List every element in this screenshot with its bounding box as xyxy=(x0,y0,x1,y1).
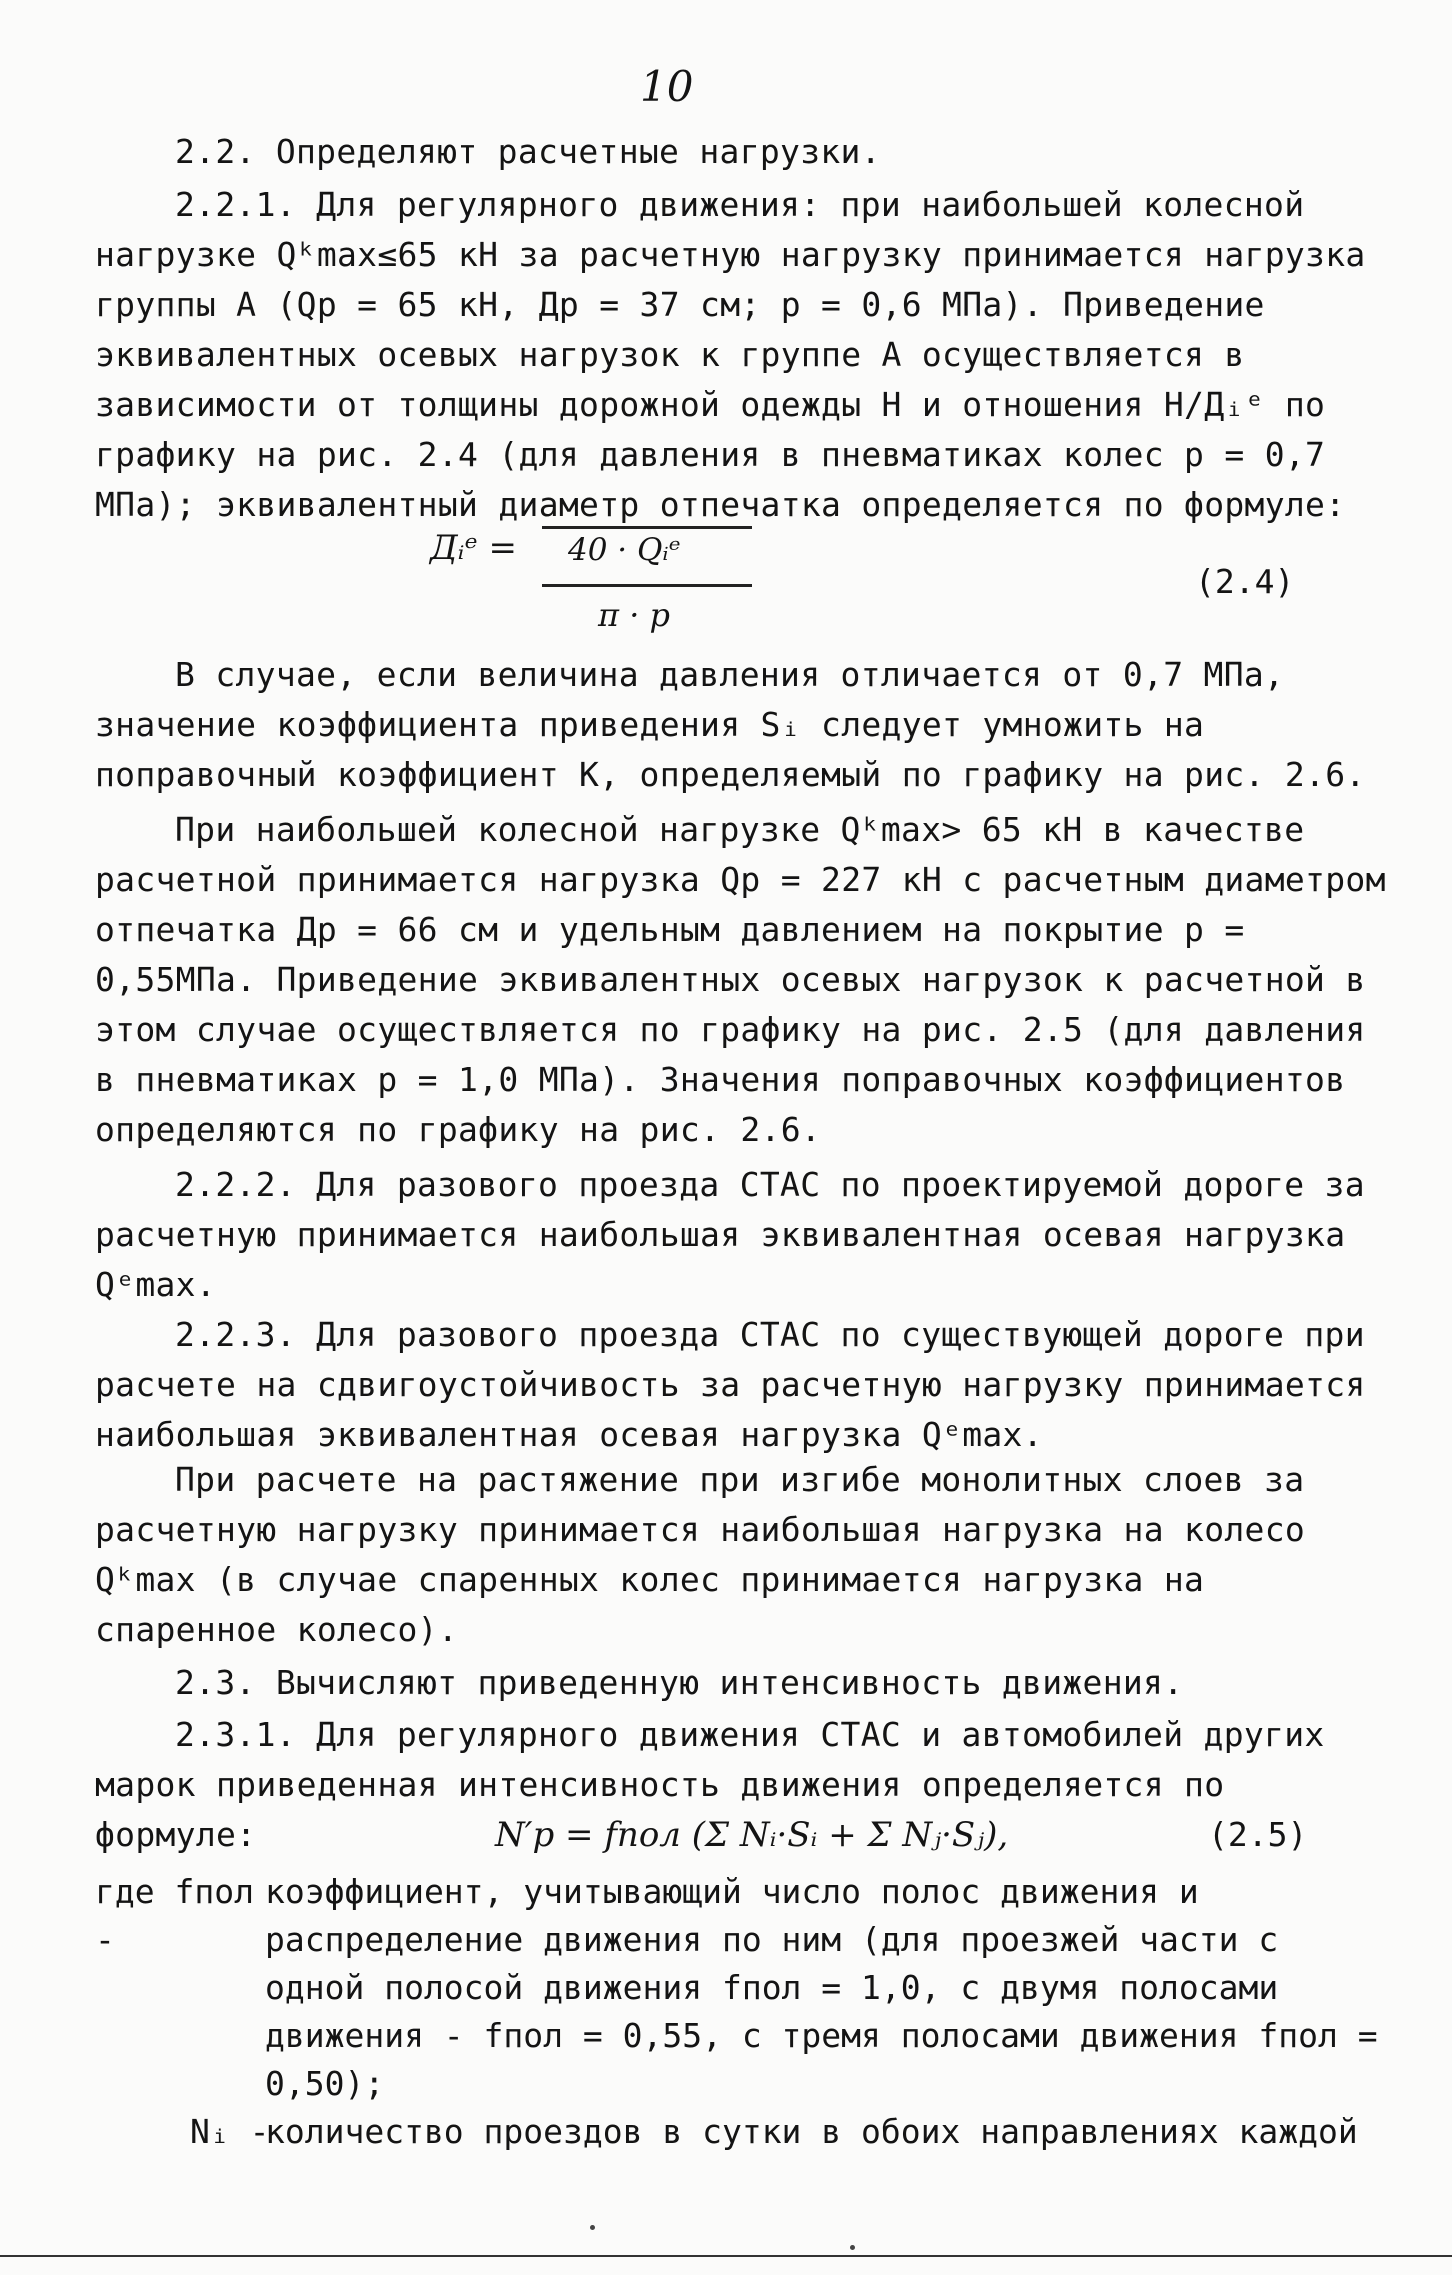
definition-item xyxy=(95,2108,1395,2156)
definition-term: Nᵢ - xyxy=(190,2112,270,2151)
fraction-bar xyxy=(542,584,752,587)
scan-edge-line xyxy=(0,2255,1452,2257)
section-heading-2-3: 2.3. Вычисляют приведенную интенсивность движения. xyxy=(175,1663,1184,1702)
definitions-list xyxy=(95,1868,1395,2156)
paragraph-2-3-1: 2.3.1. Для регулярного движения СТАС и автомобилей других марок приведенная интенсивность движения определяется по формуле: xyxy=(95,1715,1325,1854)
paragraph-2-2-2: 2.2.2. Для разового проезда СТАС по проектируемой дороге за расчетную принимается наибольшая эквивалентная осевая нагрузка Qᵉmax. xyxy=(95,1165,1365,1304)
definition-item xyxy=(95,1868,1395,2108)
page-number: 10 xyxy=(640,62,694,111)
scan-speck xyxy=(850,2245,855,2250)
formula-2-4-denominator: π · p xyxy=(598,596,671,634)
definition-term: где fпол - xyxy=(95,1872,254,1959)
equation-number-2-4: (2.4) xyxy=(1195,562,1295,601)
paragraph-heavy-load: При наибольшей колесной нагрузке Qᵏmax> 65 кН в качестве расчетной принимается нагрузка Qр = 227 кН с расчетным диаметром отпечатка Др = 66 см и удельным давлением на покрытие р = 0,55МПа. Приведение эквивалентных осевых нагрузок к расчетной в этом случае осуществляется по графику на рис. 2.5 (для давления в пневматиках р = 1,0 МПа). Значения поправочных коэффициентов определяются по графику на рис. 2.6. xyxy=(95,810,1386,1149)
formula-2-4-lhs: Дᵢᵉ = xyxy=(430,528,517,568)
paragraph-pressure-correction: В случае, если величина давления отличается от 0,7 МПа, значение коэффициента приведения Sᵢ следует умножить на поправочный коэффициент К, определяемый по графику на рис. 2.6. xyxy=(95,655,1366,794)
section-heading-2-2: 2.2. Определяют расчетные нагрузки. xyxy=(175,132,881,171)
scan-speck xyxy=(590,2225,595,2230)
paragraph-2-2-1: 2.2.1. Для регулярного движения: при наибольшей колесной нагрузке Qᵏmax≤65 кН за расчетную нагрузку принимается нагрузка группы А (Qр = 65 кН, Др = 37 см; р = 0,6 МПа). Приведение эквивалентных осевых нагрузок к группе А осуществляется в зависимости от толщины дорожной одежды Н и отношения Н/Дᵢᵉ по графику на рис. 2.4 (для давления в пневматиках колес р = 0,7 МПа); эквивалентный диаметр отпечатка определяется по формуле: xyxy=(95,185,1366,524)
paragraph-2-2-3: 2.2.3. Для разового проезда СТАС по существующей дороге при расчете на сдвигоустойчивость за расчетную нагрузку принимается наибольшая эквивалентная осевая нагрузка Qᵉmax. xyxy=(95,1315,1366,1454)
formula-2-5: N′р = fпол (Σ Nᵢ·Sᵢ + Σ Nⱼ·Sⱼ), xyxy=(495,1815,1009,1855)
definition-text: количество проездов в сутки в обоих направлениях каждой xyxy=(265,2112,1358,2151)
paragraph-bending: При расчете на растяжение при изгибе монолитных слоев за расчетную нагрузку принимается наибольшая нагрузка на колесо Qᵏmax (в случае спаренных колес принимается нагрузка на спаренное колесо). xyxy=(95,1460,1306,1649)
formula-2-4-numerator: 40 · Qᵢᵉ xyxy=(568,532,681,568)
sqrt-bar xyxy=(542,526,752,529)
definition-text: коэффициент, учитывающий число полос движения и распределение движения по ним (для проезжей части с одной полосой движения fпол = 1,0, с двумя полосами движения - fпол = 0,55, с тремя полосами движения fпол = 0,50); xyxy=(265,1872,1378,2103)
equation-number-2-5: (2.5) xyxy=(1208,1815,1308,1854)
